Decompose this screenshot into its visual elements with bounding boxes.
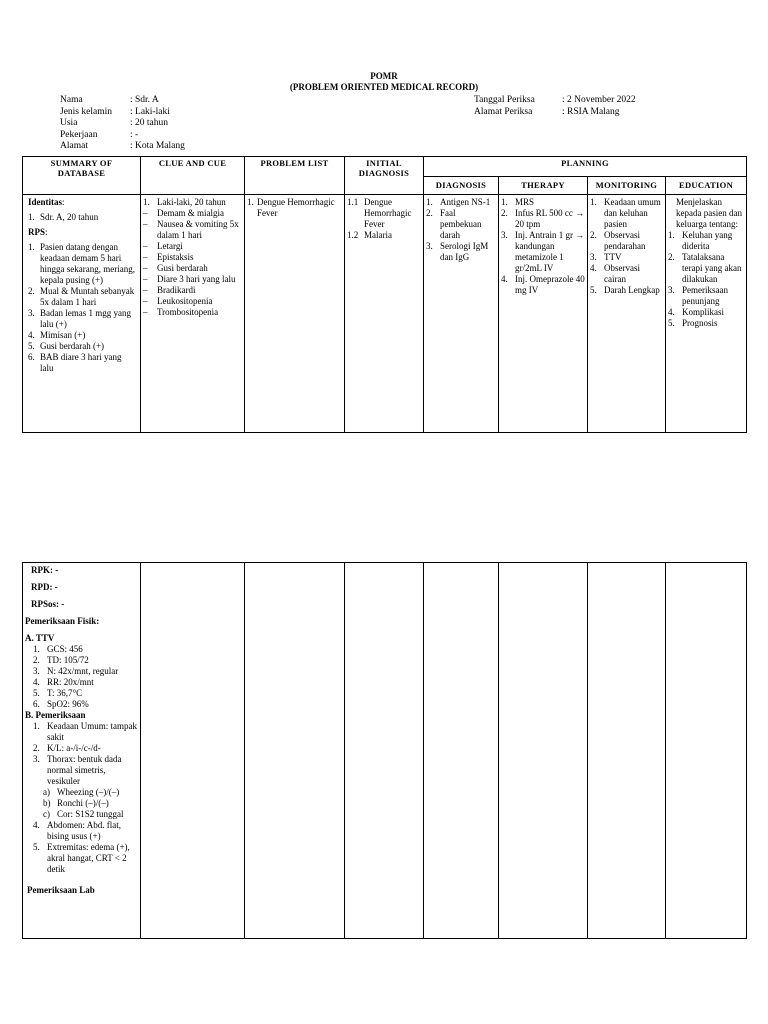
header-summary: SUMMARY OF DATABASE [23, 157, 141, 195]
list-item: 2. Faal pembekuan darah [426, 208, 482, 240]
list-item: a) Wheezing (–)/(–) [43, 787, 120, 797]
list-item: 2. Infus RL 500 cc → 20 tpm [501, 208, 585, 229]
list-item: 1. MRS [501, 197, 535, 207]
pemeriksaan-list [25, 721, 138, 787]
identitas-list [28, 212, 136, 223]
therapy-cell [499, 195, 588, 433]
education-intro: Menjelaskan kepada pasien dan keluarga tentang: [676, 197, 742, 229]
document-subtitle: (PROBLEM ORIENTED MEDICAL RECORD) [289, 82, 479, 92]
initial-diagnosis-list [347, 197, 421, 241]
diagnosis-list [426, 197, 496, 263]
pemeriksaan-list-2 [25, 820, 138, 875]
info-label: Pekerjaan [60, 129, 98, 140]
info-value: : Laki-laki [130, 106, 170, 117]
initial-diagnosis-cell [345, 195, 424, 433]
list-item: 1. Dengue Hemorrhagic Fever [247, 197, 335, 218]
list-item: 4. Observasi cairan [590, 263, 640, 284]
patient-info-right [474, 94, 636, 117]
header-initial: INITIAL DIAGNOSIS [345, 157, 424, 195]
info-label: Nama [60, 95, 83, 105]
pomr-table [22, 156, 747, 433]
list-item: 1. Keadaan umum dan keluhan pasien [590, 197, 661, 229]
list-item: 1. Antigen NS-1 [426, 197, 491, 207]
list-item: 2. TD: 105/72 [33, 655, 89, 665]
list-item: 1. Laki-laki, 20 tahun [143, 197, 226, 207]
list-item: 5. Gusi berdarah (+) [28, 341, 105, 351]
rpd-label: RPD: - [31, 582, 58, 592]
info-label: Usia [60, 118, 78, 129]
list-item: – Nausea & vomiting 5x dalam 1 hari [143, 219, 239, 240]
ttv-label: A. TTV [25, 633, 55, 643]
list-item: 4. RR: 20x/mnt [33, 677, 94, 687]
clue-list [143, 197, 242, 318]
list-item: – Letargi [143, 241, 183, 251]
info-value: : Kota Malang [130, 141, 185, 152]
list-item: 2. Tatalaksana terapi yang akan dilakukan [668, 252, 742, 284]
list-item: 1. Keadaan Umum: tampak sakit [33, 721, 137, 742]
document-title: POMR [370, 71, 398, 81]
list-item: 4. Inj. Omeprazole 40 mg IV [501, 274, 585, 295]
list-item: – Diare 3 hari yang lalu [143, 274, 236, 284]
list-item: 5. Extremitas: edema (+), akral hangat, CRT < 2 detik [33, 842, 130, 874]
list-item: 1.1 Dengue Hemorrhagic Fever [347, 197, 412, 229]
problem-list [247, 197, 342, 219]
header-therapy: THERAPY [499, 177, 588, 195]
header-clue: CLUE AND CUE [141, 157, 245, 195]
info-label: Jenis kelamin [60, 106, 112, 117]
empty-cell [666, 563, 747, 939]
identitas-label: Identitas [28, 197, 63, 207]
list-item: – Epistaksis [143, 252, 194, 262]
info-label: Alamat [60, 141, 88, 152]
list-item: 1.2 Malaria [347, 230, 392, 240]
rps-label: RPS [28, 227, 46, 237]
list-item: 2. Observasi pendarahan [590, 230, 646, 251]
empty-cell [141, 563, 245, 939]
empty-cell [499, 563, 588, 939]
info-value: : 20 tahun [130, 118, 168, 129]
list-item: 6. BAB diare 3 hari yang lalu [28, 352, 122, 373]
list-item: – Bradikardi [143, 285, 196, 295]
list-item: 3. Thorax: bentuk dada normal simetris, vesikuler [33, 754, 122, 786]
summary-cell: Identitas: 1. Sdr. A, 20 tahun RPS: 1. Pasien datang dengan keadaan demam 5 hari hingga sekarang, meriang, kepala pusing (+) 2. Mual & Muntah sebanyak 5x dalam 1 hari 3. Badan lemas 1 mgg yang lalu (+) 4. Mimisan (+) 5. Gusi berdarah (+) 6. BAB diare 3 hari yang lalu [23, 195, 141, 433]
list-item: c) Cor: S1S2 tunggal [43, 809, 124, 819]
diagnosis-cell [424, 195, 499, 433]
header-problem: PROBLEM LIST [245, 157, 345, 195]
therapy-list [501, 197, 585, 296]
thorax-sublist [25, 787, 138, 820]
list-item: 1. Pasien datang dengan keadaan demam 5 hari hingga sekarang, meriang, kepala pusing (+) [28, 242, 135, 285]
list-item: 5. Darah Lengkap [590, 285, 660, 295]
rpsos-label: RPSos: - [31, 599, 65, 609]
education-cell [666, 195, 747, 433]
empty-cell [345, 563, 424, 939]
list-item: – Leukositopenia [143, 296, 213, 306]
header-planning: PLANNING [424, 157, 747, 177]
clue-cell [141, 195, 245, 433]
monitoring-list [590, 197, 663, 296]
pemeriksaan-fisik-label: Pemeriksaan Fisik: [25, 616, 100, 626]
summary-cell-continued [23, 563, 141, 939]
patient-info-left [60, 94, 185, 152]
rpk-label: RPK: - [31, 565, 59, 575]
empty-cell [424, 563, 499, 939]
problem-cell [245, 195, 345, 433]
list-item: 4. Abdomen: Abd. flat, bising usus (+) [33, 820, 121, 841]
info-label: Alamat Periksa [474, 106, 533, 117]
list-item: 1. GCS: 456 [33, 644, 83, 654]
empty-cell [245, 563, 345, 939]
ttv-list [25, 644, 138, 710]
info-value: : RSIA Malang [562, 106, 620, 117]
list-item: – Gusi berdarah [143, 263, 208, 273]
info-value: : - [130, 129, 139, 140]
list-item: – Demam & mialgia [143, 208, 224, 218]
info-value: : 2 November 2022 [562, 95, 636, 105]
rps-list [28, 242, 136, 374]
list-item: 3. TTV [590, 252, 622, 262]
list-item: 5. T: 36,7°C [33, 688, 83, 698]
list-item: 1. Keluhan yang diderita [668, 230, 733, 251]
header-education: EDUCATION [666, 177, 747, 195]
info-value: : Sdr. A [130, 95, 159, 105]
list-item: 2. Mual & Muntah sebanyak 5x dalam 1 hari [28, 286, 135, 307]
list-item: – Trombositopenia [143, 307, 219, 317]
list-item: 4. Komplikasi [668, 307, 724, 317]
list-item: 5. Prognosis [668, 318, 718, 328]
list-item: 3. Badan lemas 1 mgg yang lalu (+) [28, 308, 131, 329]
header-diagnosis: DIAGNOSIS [424, 177, 499, 195]
header-monitoring: MONITORING [588, 177, 666, 195]
education-list [668, 230, 744, 329]
list-item: 3. N: 42x/mnt, regular [33, 666, 119, 676]
pemeriksaan-label: B. Pemeriksaan [25, 710, 86, 720]
list-item: 3. Serologi IgM dan IgG [426, 241, 489, 262]
pomr-table-continued [22, 562, 747, 939]
list-item: 6. SpO2: 96% [33, 699, 89, 709]
info-label: Tanggal Periksa [474, 95, 535, 105]
empty-cell [588, 563, 666, 939]
list-item: 2. K/L: a-/i-/c-/d- [33, 743, 101, 753]
list-item: 3. Pemeriksaan penunjang [668, 285, 728, 306]
list-item: b) Ronchi (–)/(–) [43, 798, 109, 808]
list-item: 1. Sdr. A, 20 tahun [28, 212, 99, 222]
list-item: 4. Mimisan (+) [28, 330, 86, 340]
list-item: 3. Inj. Antrain 1 gr → kandungan metamizole 1 gr/2mL IV [501, 230, 585, 273]
monitoring-cell [588, 195, 666, 433]
pemeriksaan-lab-label: Pemeriksaan Lab [27, 885, 95, 895]
